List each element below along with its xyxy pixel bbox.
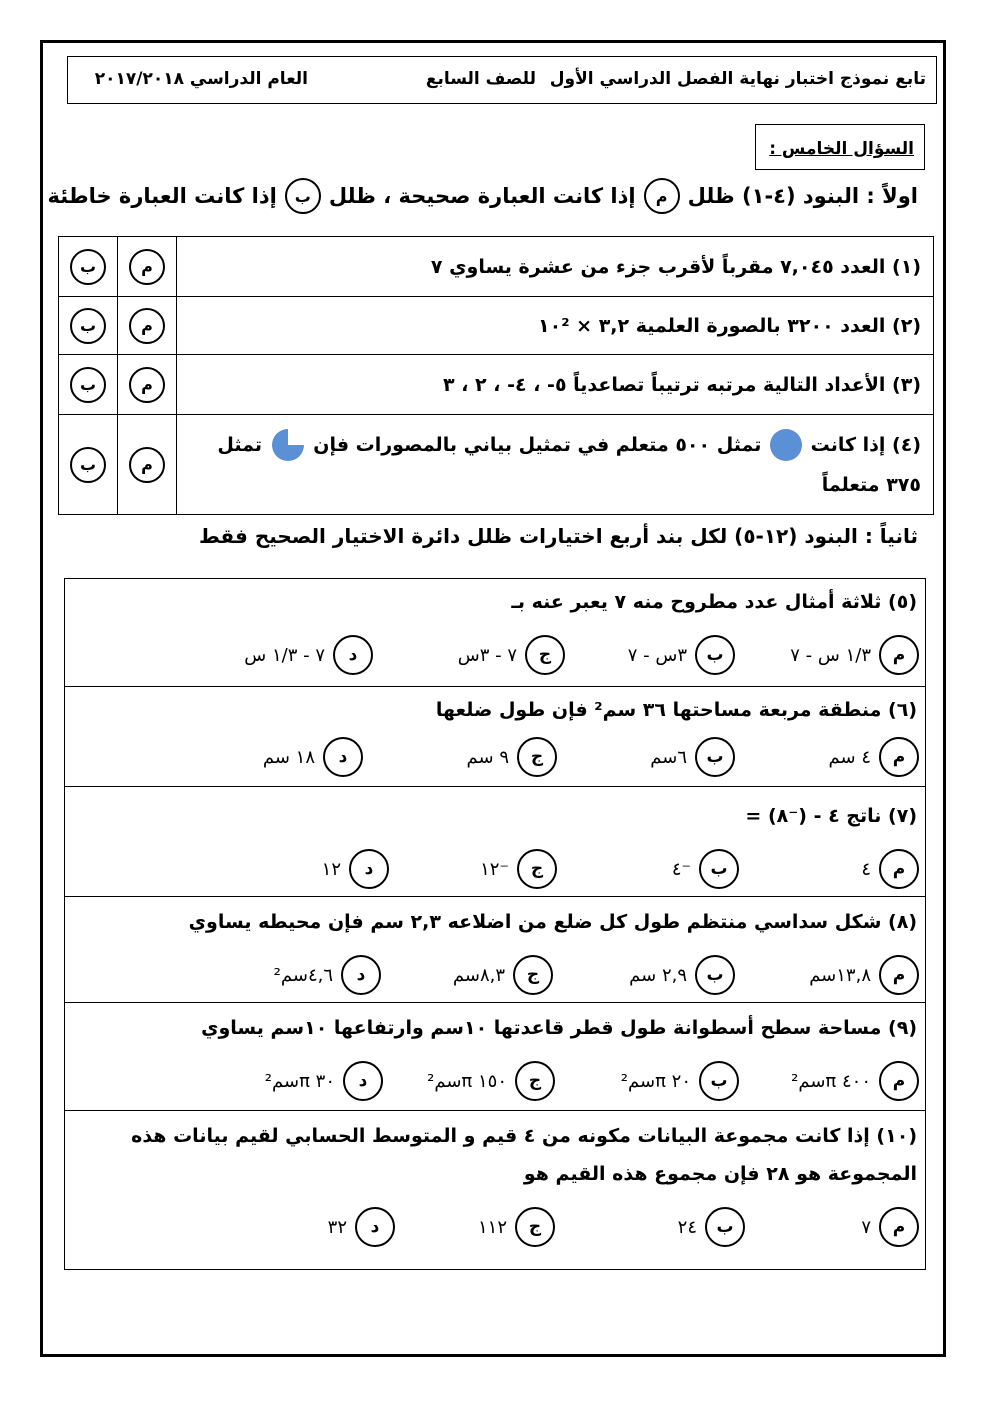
question-6: (٦) منطقة مربعة مساحتها ٣٦ سم² فإن طول ضلعها (435, 699, 917, 721)
statement-4: (٤) إذا كانت تمثل ٥٠٠ متعلم في تمثيل بياني بالمصورات فإن تمثل ٣٧٥ متعلماً (177, 415, 934, 515)
option[interactable]: م ٧ (861, 1207, 919, 1247)
option[interactable]: د ٣٢ (328, 1207, 395, 1247)
answer-false-3[interactable]: ب (70, 367, 106, 403)
mcq-row-8 (65, 897, 925, 1003)
option[interactable]: د ٧ - ١/٣ س (244, 635, 373, 675)
option[interactable]: د ١٨ سم (263, 737, 363, 777)
question-10: (١٠) إذا كانت مجموعة البيانات مكونه من ٤ قيم و المتوسط الحسابي لقيم بيانات هذه (131, 1125, 917, 1147)
mcq-row-7 (65, 787, 925, 897)
option[interactable]: ج ١٥٠ πسم² (427, 1061, 555, 1101)
option[interactable]: ج ⁻١٢ (480, 849, 557, 889)
table-row (59, 297, 934, 355)
part2-instructions: ثانياً : البنود (١٢-٥) لكل بند أربع اختيارات ظلل دائرة الاختيار الصحيح فقط (198, 524, 918, 548)
option[interactable]: د ٤,٦سم² (274, 955, 381, 995)
full-circle-symbol (768, 427, 804, 463)
mcq-row-10 (65, 1111, 925, 1271)
answer-true-4[interactable]: م (129, 447, 165, 483)
option[interactable]: ب ٣س - ٧ (628, 635, 735, 675)
option[interactable]: د ٣٠ πسم² (265, 1061, 383, 1101)
mcq-row-5 (65, 579, 925, 687)
option[interactable]: م ٤٠٠ πسم² (791, 1061, 919, 1101)
table-row (59, 355, 934, 415)
option[interactable]: م ٤ (861, 849, 919, 889)
table-row (59, 237, 934, 297)
multiple-choice-table (64, 578, 926, 1270)
mcq-row-6 (65, 687, 925, 787)
question-7: (٧) ناتج ٤ - (⁻٨) = (745, 805, 917, 827)
answer-false-4[interactable]: ب (70, 447, 106, 483)
question-9: (٩) مساحة سطح أسطوانة طول قطر قاعدتها ١٠سم وارتفاعها ١٠سم يساوي (201, 1017, 917, 1039)
option[interactable]: ج ٧ - ٣س (458, 635, 565, 675)
option[interactable]: ج ١١٢ (478, 1207, 555, 1247)
question-5: (٥) ثلاثة أمثال عدد مطروح منه ٧ يعبر عنه بـ (511, 591, 917, 613)
question-8: (٨) شكل سداسي منتظم طول كل ضلع من اضلاعه ٢,٣ سم فإن محيطه يساوي (188, 911, 917, 933)
statement-3: (٣) الأعداد التالية مرتبه ترتيباً تصاعدياً ٥- ، ٤- ، ٢ ، ٣ (177, 355, 934, 415)
answer-false-1[interactable]: ب (70, 249, 106, 285)
option[interactable]: ب ٢٤ (678, 1207, 745, 1247)
option[interactable]: د ١٢ (322, 849, 389, 889)
answer-true-2[interactable]: م (129, 308, 165, 344)
school-year: العام الدراسي ٢٠١٧/٢٠١٨ (94, 69, 308, 89)
option[interactable]: ب ٢٠ πسم² (621, 1061, 739, 1101)
mcq-row-9 (65, 1003, 925, 1111)
question-10-continued: المجموعة هو ٢٨ فإن مجموع هذه القيم هو (523, 1163, 917, 1185)
statement-2: (٢) العدد ٣٢٠٠ بالصورة العلمية ٣,٢ × ١٠² (177, 297, 934, 355)
false-choice-icon: ب (285, 178, 321, 214)
statement-1: (١) العدد ٧,٠٤٥ مقرباً لأقرب جزء من عشرة يساوي ٧ (177, 237, 934, 297)
true-choice-icon: م (644, 178, 680, 214)
answer-true-3[interactable]: م (129, 367, 165, 403)
true-false-table (58, 236, 934, 515)
option[interactable]: ب ٢,٩ سم (629, 955, 735, 995)
grade-label: للصف السابع (425, 69, 536, 89)
option[interactable]: ب ⁻٤ (672, 849, 739, 889)
answer-false-2[interactable]: ب (70, 308, 106, 344)
option[interactable]: م ٤ سم (829, 737, 919, 777)
option[interactable]: م ١/٣ س - ٧ (790, 635, 919, 675)
exam-title: تابع نموذج اختبار نهاية الفصل الدراسي الأول (549, 69, 926, 89)
table-row (59, 415, 934, 515)
answer-true-1[interactable]: م (129, 249, 165, 285)
three-quarter-circle-symbol (269, 427, 307, 463)
exam-header (67, 56, 937, 104)
question-title: السؤال الخامس : (755, 124, 925, 170)
option[interactable]: ج ٩ سم (467, 737, 557, 777)
option[interactable]: ب ٦سم (650, 737, 735, 777)
part1-instructions: اولاً : البنود (٤-١) ظلل م إذا كانت العبارة صحيحة ، ظلل ب إذا كانت العبارة خاطئة (48, 178, 918, 214)
option[interactable]: م ١٣,٨سم (809, 955, 919, 995)
option[interactable]: ج ٨,٣سم (453, 955, 553, 995)
